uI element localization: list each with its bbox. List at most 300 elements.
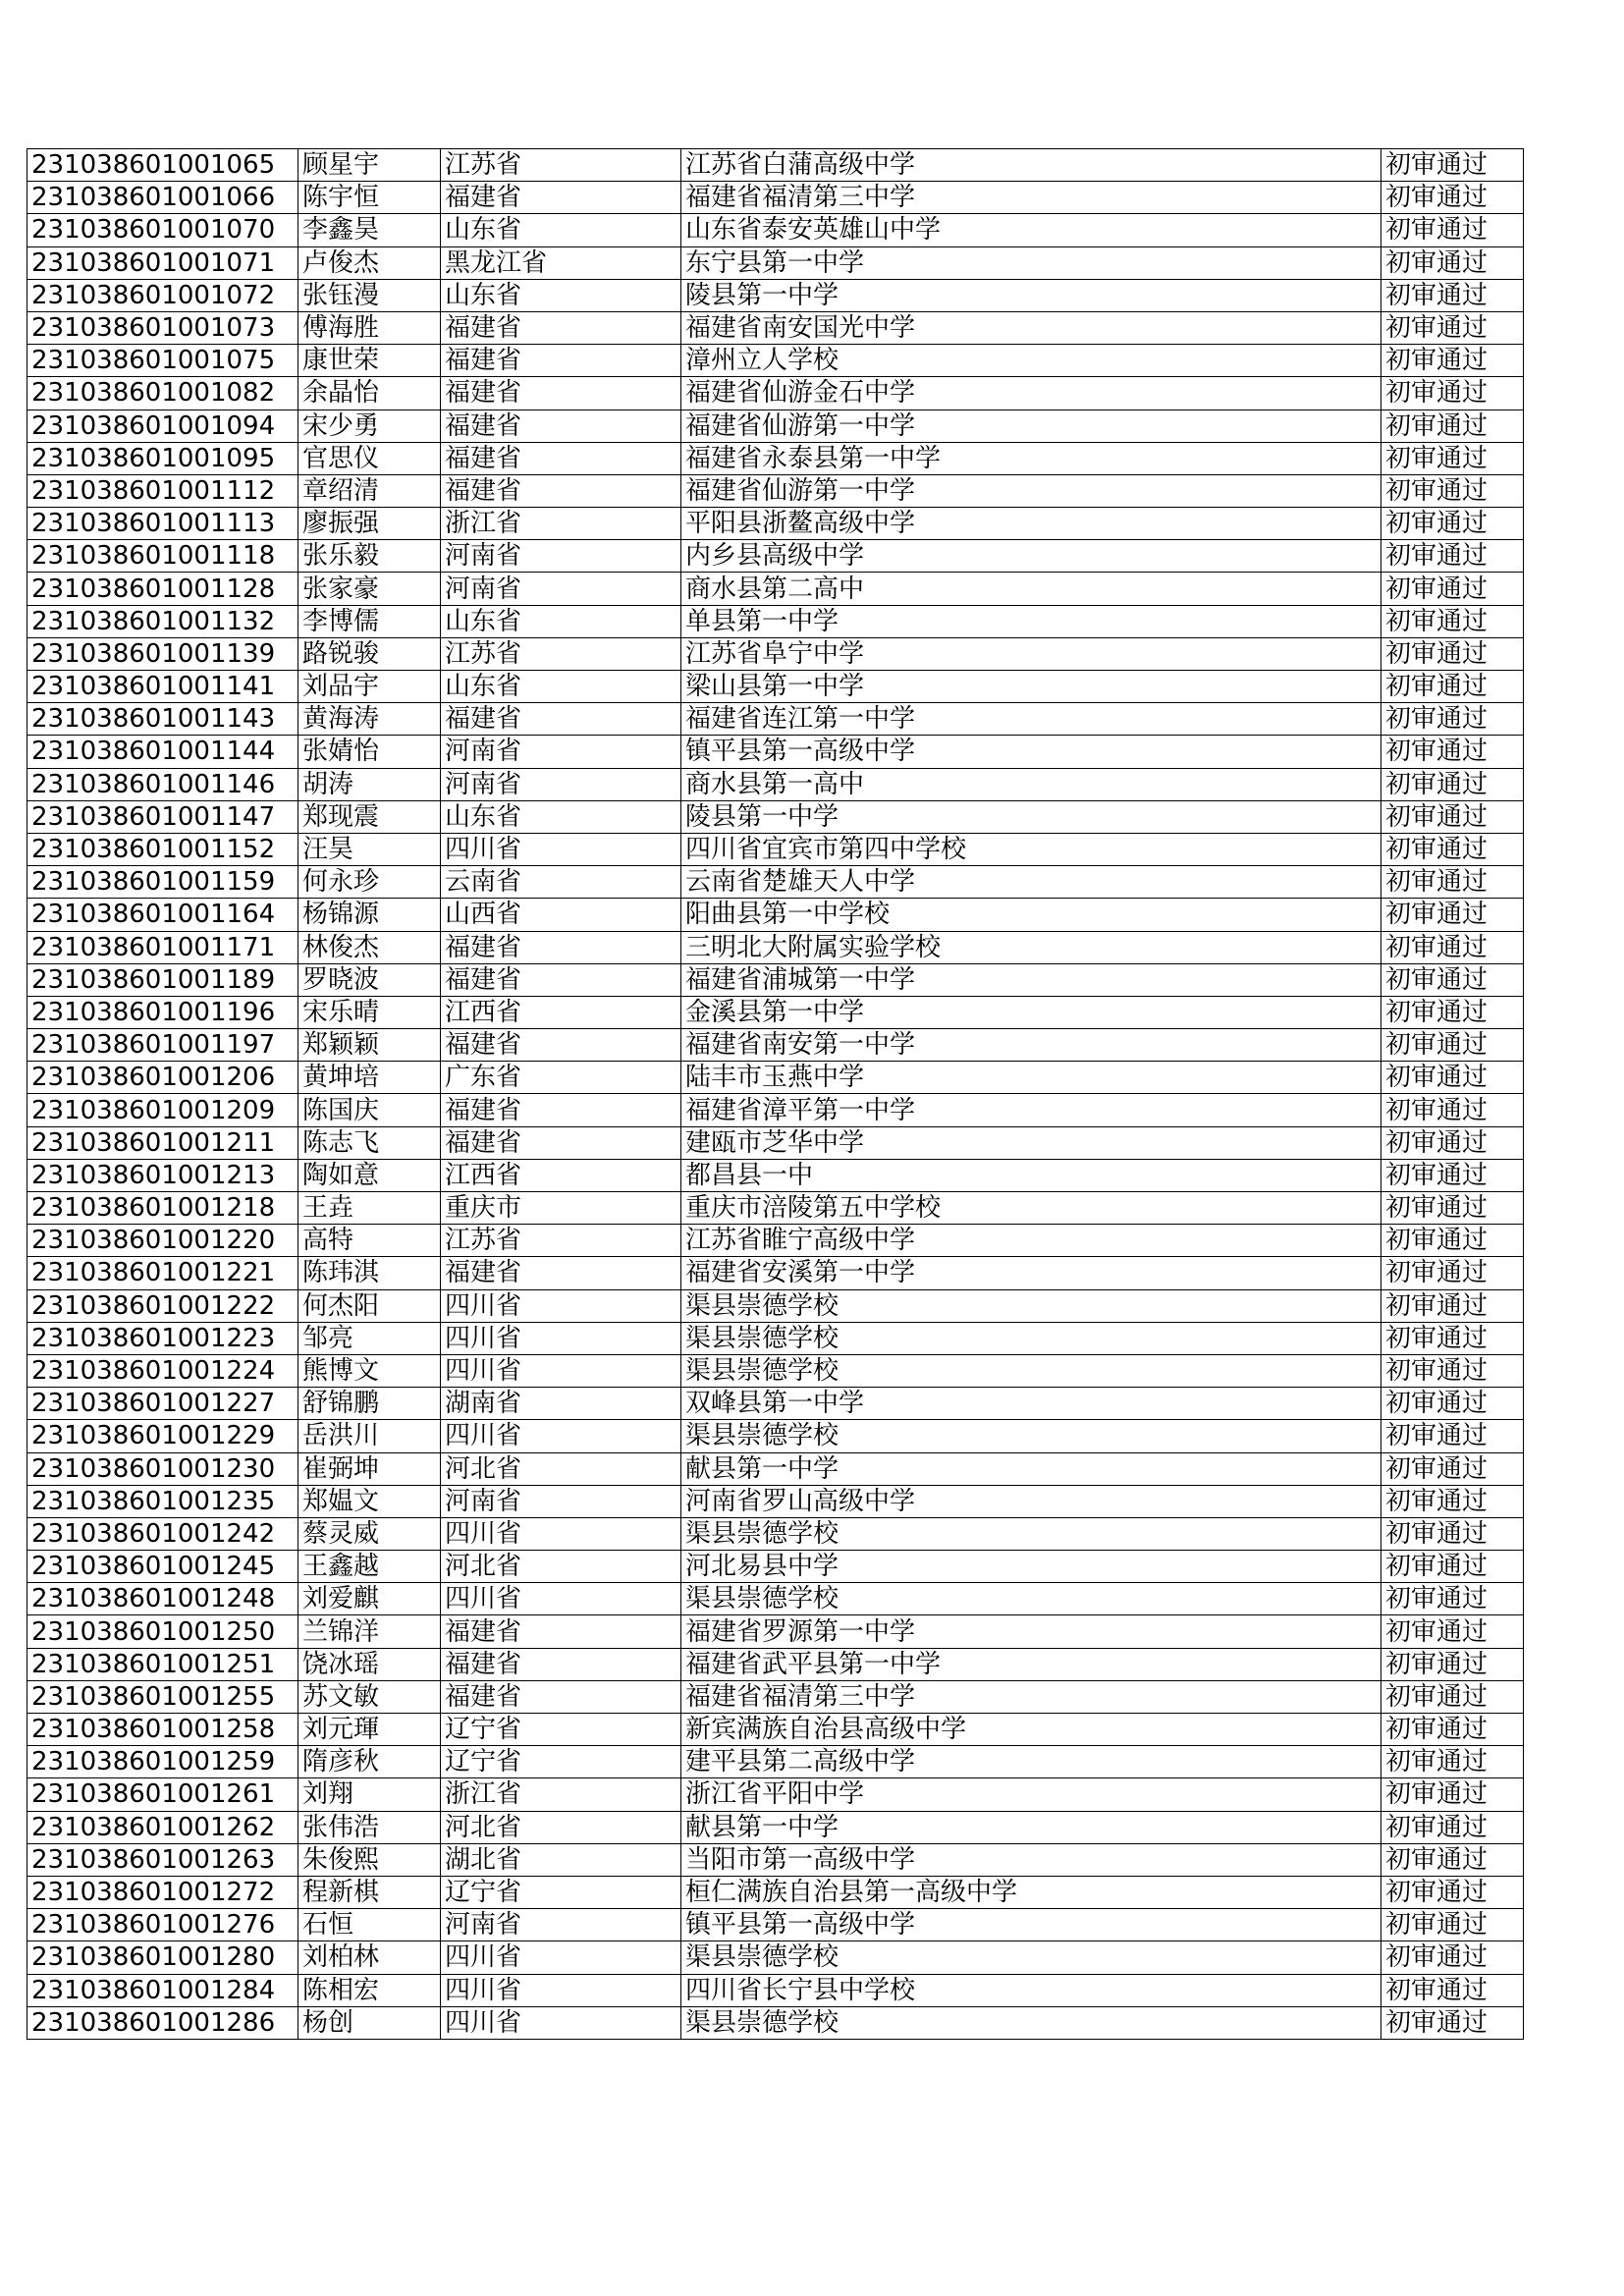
table-row — [27, 1322, 1524, 1354]
candidate-name-cell: 陈国庆 — [298, 1094, 441, 1126]
province-cell: 河南省 — [441, 573, 681, 605]
province-cell: 四川省 — [441, 833, 681, 865]
candidate-name-cell: 岳洪川 — [298, 1420, 441, 1452]
province-cell: 四川省 — [441, 1583, 681, 1615]
candidate-id-cell: 231038601001251 — [27, 1648, 298, 1680]
review-status-cell: 初审通过 — [1381, 246, 1524, 279]
candidate-id-cell: 231038601001227 — [27, 1388, 298, 1420]
school-cell: 内乡县高级中学 — [681, 540, 1381, 573]
province-cell: 河南省 — [441, 1909, 681, 1941]
candidate-id-cell: 231038601001065 — [27, 149, 298, 182]
review-status-cell: 初审通过 — [1381, 1648, 1524, 1680]
province-cell: 辽宁省 — [441, 1746, 681, 1778]
table-row — [27, 1778, 1524, 1811]
table-row — [27, 1192, 1524, 1225]
candidate-id-cell: 231038601001211 — [27, 1126, 298, 1159]
candidate-name-cell: 高特 — [298, 1225, 441, 1257]
review-status-cell: 初审通过 — [1381, 899, 1524, 931]
table-row — [27, 1746, 1524, 1778]
school-cell: 渠县崇德学校 — [681, 1420, 1381, 1452]
review-status-cell: 初审通过 — [1381, 1941, 1524, 1974]
province-cell: 河南省 — [441, 540, 681, 573]
candidate-name-cell: 王鑫越 — [298, 1551, 441, 1583]
review-status-cell: 初审通过 — [1381, 1746, 1524, 1778]
review-status-cell: 初审通过 — [1381, 410, 1524, 442]
school-cell: 漳州立人学校 — [681, 345, 1381, 377]
candidate-id-cell: 231038601001196 — [27, 996, 298, 1028]
candidate-name-cell: 刘翔 — [298, 1778, 441, 1811]
province-cell: 四川省 — [441, 1420, 681, 1452]
candidate-id-cell: 231038601001072 — [27, 279, 298, 311]
candidate-name-cell: 饶冰瑶 — [298, 1648, 441, 1680]
province-cell: 浙江省 — [441, 508, 681, 540]
school-cell: 福建省安溪第一中学 — [681, 1257, 1381, 1289]
table-row — [27, 1909, 1524, 1941]
school-cell: 江苏省阜宁中学 — [681, 637, 1381, 670]
province-cell: 河北省 — [441, 1811, 681, 1843]
candidate-name-cell: 邹亮 — [298, 1322, 441, 1354]
school-cell: 福建省仙游第一中学 — [681, 410, 1381, 442]
table-row — [27, 345, 1524, 377]
school-cell: 江苏省睢宁高级中学 — [681, 1225, 1381, 1257]
candidate-name-cell: 黄坤培 — [298, 1062, 441, 1094]
candidate-id-cell: 231038601001222 — [27, 1289, 298, 1322]
review-status-cell: 初审通过 — [1381, 1192, 1524, 1225]
school-cell: 双峰县第一中学 — [681, 1388, 1381, 1420]
review-status-cell: 初审通过 — [1381, 1029, 1524, 1062]
table-row — [27, 1974, 1524, 2006]
results-table-body — [27, 149, 1524, 2040]
review-status-cell: 初审通过 — [1381, 833, 1524, 865]
candidate-id-cell: 231038601001276 — [27, 1909, 298, 1941]
province-cell: 山东省 — [441, 800, 681, 833]
school-cell: 建平县第二高级中学 — [681, 1746, 1381, 1778]
candidate-id-cell: 231038601001141 — [27, 671, 298, 703]
table-row — [27, 508, 1524, 540]
table-row — [27, 768, 1524, 800]
candidate-id-cell: 231038601001280 — [27, 1941, 298, 1974]
candidate-name-cell: 何杰阳 — [298, 1289, 441, 1322]
school-cell: 福建省仙游金石中学 — [681, 377, 1381, 410]
review-status-cell: 初审通过 — [1381, 182, 1524, 214]
review-status-cell: 初审通过 — [1381, 768, 1524, 800]
table-row — [27, 1420, 1524, 1452]
review-status-cell: 初审通过 — [1381, 1843, 1524, 1876]
province-cell: 福建省 — [441, 377, 681, 410]
candidate-id-cell: 231038601001197 — [27, 1029, 298, 1062]
candidate-id-cell: 231038601001143 — [27, 703, 298, 736]
province-cell: 福建省 — [441, 1680, 681, 1713]
candidate-name-cell: 张家豪 — [298, 573, 441, 605]
review-status-cell: 初审通过 — [1381, 605, 1524, 637]
review-status-cell: 初审通过 — [1381, 1126, 1524, 1159]
table-row — [27, 671, 1524, 703]
review-status-cell: 初审通过 — [1381, 736, 1524, 768]
candidate-id-cell: 231038601001272 — [27, 1876, 298, 1908]
candidate-name-cell: 陈志飞 — [298, 1126, 441, 1159]
table-row — [27, 214, 1524, 246]
candidate-id-cell: 231038601001189 — [27, 963, 298, 996]
province-cell: 山西省 — [441, 899, 681, 931]
review-status-cell: 初审通过 — [1381, 637, 1524, 670]
candidate-id-cell: 231038601001261 — [27, 1778, 298, 1811]
province-cell: 重庆市 — [441, 1192, 681, 1225]
candidate-id-cell: 231038601001159 — [27, 866, 298, 899]
candidate-id-cell: 231038601001286 — [27, 2006, 298, 2039]
table-row — [27, 1941, 1524, 1974]
province-cell: 福建省 — [441, 474, 681, 507]
candidate-name-cell: 何永珍 — [298, 866, 441, 899]
province-cell: 辽宁省 — [441, 1714, 681, 1746]
candidate-id-cell: 231038601001139 — [27, 637, 298, 670]
candidate-name-cell: 朱俊熙 — [298, 1843, 441, 1876]
candidate-id-cell: 231038601001235 — [27, 1485, 298, 1517]
table-row — [27, 1354, 1524, 1387]
candidate-id-cell: 231038601001255 — [27, 1680, 298, 1713]
review-status-cell: 初审通过 — [1381, 1159, 1524, 1191]
school-cell: 商水县第二高中 — [681, 573, 1381, 605]
candidate-name-cell: 胡涛 — [298, 768, 441, 800]
candidate-id-cell: 231038601001113 — [27, 508, 298, 540]
candidate-name-cell: 卢俊杰 — [298, 246, 441, 279]
province-cell: 河南省 — [441, 768, 681, 800]
school-cell: 河北易县中学 — [681, 1551, 1381, 1583]
review-status-cell: 初审通过 — [1381, 345, 1524, 377]
review-status-cell: 初审通过 — [1381, 1876, 1524, 1908]
review-status-cell: 初审通过 — [1381, 1225, 1524, 1257]
candidate-name-cell: 张伟浩 — [298, 1811, 441, 1843]
candidate-id-cell: 231038601001144 — [27, 736, 298, 768]
province-cell: 河北省 — [441, 1551, 681, 1583]
candidate-name-cell: 张乐毅 — [298, 540, 441, 573]
province-cell: 湖北省 — [441, 1843, 681, 1876]
province-cell: 江苏省 — [441, 637, 681, 670]
candidate-id-cell: 231038601001070 — [27, 214, 298, 246]
candidate-id-cell: 231038601001220 — [27, 1225, 298, 1257]
candidate-name-cell: 郑媪文 — [298, 1485, 441, 1517]
table-row — [27, 540, 1524, 573]
province-cell: 江西省 — [441, 1159, 681, 1191]
province-cell: 福建省 — [441, 1094, 681, 1126]
candidate-name-cell: 汪昊 — [298, 833, 441, 865]
candidate-name-cell: 郑颖颖 — [298, 1029, 441, 1062]
table-row — [27, 474, 1524, 507]
province-cell: 福建省 — [441, 410, 681, 442]
province-cell: 四川省 — [441, 1517, 681, 1550]
candidate-name-cell: 熊博文 — [298, 1354, 441, 1387]
candidate-id-cell: 231038601001229 — [27, 1420, 298, 1452]
school-cell: 当阳市第一高级中学 — [681, 1843, 1381, 1876]
school-cell: 平阳县浙鳌高级中学 — [681, 508, 1381, 540]
review-status-cell: 初审通过 — [1381, 149, 1524, 182]
province-cell: 江西省 — [441, 996, 681, 1028]
school-cell: 建瓯市芝华中学 — [681, 1126, 1381, 1159]
candidate-name-cell: 刘元琿 — [298, 1714, 441, 1746]
review-status-cell: 初审通过 — [1381, 671, 1524, 703]
candidate-id-cell: 231038601001245 — [27, 1551, 298, 1583]
candidate-name-cell: 刘爱麒 — [298, 1583, 441, 1615]
province-cell: 江苏省 — [441, 1225, 681, 1257]
table-row — [27, 279, 1524, 311]
candidate-id-cell: 231038601001221 — [27, 1257, 298, 1289]
province-cell: 福建省 — [441, 1615, 681, 1648]
province-cell: 四川省 — [441, 1941, 681, 1974]
school-cell: 福建省仙游第一中学 — [681, 474, 1381, 507]
table-row — [27, 1126, 1524, 1159]
table-row — [27, 1225, 1524, 1257]
review-status-cell: 初审通过 — [1381, 474, 1524, 507]
province-cell: 江苏省 — [441, 149, 681, 182]
table-row — [27, 311, 1524, 344]
school-cell: 四川省宜宾市第四中学校 — [681, 833, 1381, 865]
province-cell: 河南省 — [441, 736, 681, 768]
review-status-cell: 初审通过 — [1381, 377, 1524, 410]
candidate-name-cell: 陈相宏 — [298, 1974, 441, 2006]
school-cell: 三明北大附属实验学校 — [681, 931, 1381, 963]
table-row — [27, 605, 1524, 637]
table-row — [27, 1062, 1524, 1094]
candidate-name-cell: 章绍清 — [298, 474, 441, 507]
school-cell: 福建省南安国光中学 — [681, 311, 1381, 344]
province-cell: 山东省 — [441, 671, 681, 703]
school-cell: 福建省漳平第一中学 — [681, 1094, 1381, 1126]
school-cell: 镇平县第一高级中学 — [681, 736, 1381, 768]
table-row — [27, 442, 1524, 474]
table-row — [27, 1094, 1524, 1126]
school-cell: 单县第一中学 — [681, 605, 1381, 637]
table-row — [27, 1551, 1524, 1583]
candidate-name-cell: 杨锦源 — [298, 899, 441, 931]
candidate-name-cell: 林俊杰 — [298, 931, 441, 963]
candidate-name-cell: 兰锦洋 — [298, 1615, 441, 1648]
candidate-name-cell: 隋彦秋 — [298, 1746, 441, 1778]
candidate-name-cell: 张婧怡 — [298, 736, 441, 768]
school-cell: 渠县崇德学校 — [681, 1354, 1381, 1387]
table-row — [27, 1615, 1524, 1648]
school-cell: 镇平县第一高级中学 — [681, 1909, 1381, 1941]
province-cell: 云南省 — [441, 866, 681, 899]
province-cell: 福建省 — [441, 182, 681, 214]
review-status-cell: 初审通过 — [1381, 311, 1524, 344]
table-row — [27, 1029, 1524, 1062]
candidate-name-cell: 傅海胜 — [298, 311, 441, 344]
candidate-id-cell: 231038601001094 — [27, 410, 298, 442]
table-row — [27, 2006, 1524, 2039]
province-cell: 福建省 — [441, 1126, 681, 1159]
candidate-id-cell: 231038601001242 — [27, 1517, 298, 1550]
school-cell: 福建省浦城第一中学 — [681, 963, 1381, 996]
candidate-name-cell: 杨创 — [298, 2006, 441, 2039]
candidate-id-cell: 231038601001164 — [27, 899, 298, 931]
table-row — [27, 149, 1524, 182]
candidate-name-cell: 康世荣 — [298, 345, 441, 377]
review-status-cell: 初审通过 — [1381, 1485, 1524, 1517]
school-cell: 商水县第一高中 — [681, 768, 1381, 800]
school-cell: 都昌县一中 — [681, 1159, 1381, 1191]
school-cell: 阳曲县第一中学校 — [681, 899, 1381, 931]
candidate-id-cell: 231038601001095 — [27, 442, 298, 474]
review-status-cell: 初审通过 — [1381, 1811, 1524, 1843]
province-cell: 湖南省 — [441, 1388, 681, 1420]
province-cell: 福建省 — [441, 703, 681, 736]
table-row — [27, 833, 1524, 865]
school-cell: 浙江省平阳中学 — [681, 1778, 1381, 1811]
table-row — [27, 1714, 1524, 1746]
school-cell: 福建省武平县第一中学 — [681, 1648, 1381, 1680]
table-row — [27, 1159, 1524, 1191]
school-cell: 福建省南安第一中学 — [681, 1029, 1381, 1062]
table-row — [27, 1843, 1524, 1876]
table-row — [27, 1680, 1524, 1713]
candidate-id-cell: 231038601001066 — [27, 182, 298, 214]
candidate-name-cell: 刘品宇 — [298, 671, 441, 703]
candidate-id-cell: 231038601001218 — [27, 1192, 298, 1225]
province-cell: 福建省 — [441, 442, 681, 474]
table-row — [27, 1648, 1524, 1680]
review-status-cell: 初审通过 — [1381, 1909, 1524, 1941]
table-row — [27, 736, 1524, 768]
candidate-name-cell: 石恒 — [298, 1909, 441, 1941]
province-cell: 四川省 — [441, 2006, 681, 2039]
school-cell: 河南省罗山高级中学 — [681, 1485, 1381, 1517]
candidate-id-cell: 231038601001250 — [27, 1615, 298, 1648]
review-status-cell: 初审通过 — [1381, 1680, 1524, 1713]
candidate-id-cell: 231038601001206 — [27, 1062, 298, 1094]
candidate-id-cell: 231038601001263 — [27, 1843, 298, 1876]
school-cell: 陵县第一中学 — [681, 800, 1381, 833]
table-row — [27, 573, 1524, 605]
candidate-id-cell: 231038601001258 — [27, 1714, 298, 1746]
results-table — [27, 148, 1524, 2040]
review-status-cell: 初审通过 — [1381, 540, 1524, 573]
province-cell: 黑龙江省 — [441, 246, 681, 279]
review-status-cell: 初审通过 — [1381, 1778, 1524, 1811]
review-status-cell: 初审通过 — [1381, 866, 1524, 899]
candidate-id-cell: 231038601001112 — [27, 474, 298, 507]
candidate-id-cell: 231038601001128 — [27, 573, 298, 605]
candidate-id-cell: 231038601001262 — [27, 1811, 298, 1843]
candidate-name-cell: 郑现震 — [298, 800, 441, 833]
candidate-id-cell: 231038601001075 — [27, 345, 298, 377]
review-status-cell: 初审通过 — [1381, 1714, 1524, 1746]
school-cell: 渠县崇德学校 — [681, 2006, 1381, 2039]
review-status-cell: 初审通过 — [1381, 1289, 1524, 1322]
table-row — [27, 637, 1524, 670]
candidate-id-cell: 231038601001248 — [27, 1583, 298, 1615]
candidate-name-cell: 黄海涛 — [298, 703, 441, 736]
review-status-cell: 初审通过 — [1381, 442, 1524, 474]
province-cell: 山东省 — [441, 214, 681, 246]
review-status-cell: 初审通过 — [1381, 573, 1524, 605]
province-cell: 四川省 — [441, 1354, 681, 1387]
school-cell: 金溪县第一中学 — [681, 996, 1381, 1028]
candidate-id-cell: 231038601001171 — [27, 931, 298, 963]
province-cell: 浙江省 — [441, 1778, 681, 1811]
table-row — [27, 1388, 1524, 1420]
school-cell: 四川省长宁县中学校 — [681, 1974, 1381, 2006]
candidate-id-cell: 231038601001223 — [27, 1322, 298, 1354]
review-status-cell: 初审通过 — [1381, 2006, 1524, 2039]
province-cell: 福建省 — [441, 311, 681, 344]
province-cell: 福建省 — [441, 1257, 681, 1289]
review-status-cell: 初审通过 — [1381, 996, 1524, 1028]
school-cell: 福建省福清第三中学 — [681, 182, 1381, 214]
review-status-cell: 初审通过 — [1381, 214, 1524, 246]
table-row — [27, 931, 1524, 963]
review-status-cell: 初审通过 — [1381, 703, 1524, 736]
candidate-id-cell: 231038601001147 — [27, 800, 298, 833]
candidate-id-cell: 231038601001146 — [27, 768, 298, 800]
table-row — [27, 1452, 1524, 1485]
candidate-name-cell: 罗晓波 — [298, 963, 441, 996]
candidate-name-cell: 刘柏林 — [298, 1941, 441, 1974]
candidate-name-cell: 陈玮淇 — [298, 1257, 441, 1289]
review-status-cell: 初审通过 — [1381, 1583, 1524, 1615]
table-row — [27, 246, 1524, 279]
table-row — [27, 963, 1524, 996]
candidate-id-cell: 231038601001213 — [27, 1159, 298, 1191]
table-row — [27, 1517, 1524, 1550]
review-status-cell: 初审通过 — [1381, 1420, 1524, 1452]
school-cell: 渠县崇德学校 — [681, 1322, 1381, 1354]
candidate-name-cell: 舒锦鹏 — [298, 1388, 441, 1420]
candidate-id-cell: 231038601001230 — [27, 1452, 298, 1485]
school-cell: 江苏省白蒲高级中学 — [681, 149, 1381, 182]
school-cell: 重庆市涪陵第五中学校 — [681, 1192, 1381, 1225]
school-cell: 陆丰市玉燕中学 — [681, 1062, 1381, 1094]
candidate-name-cell: 官思仪 — [298, 442, 441, 474]
school-cell: 梁山县第一中学 — [681, 671, 1381, 703]
province-cell: 福建省 — [441, 1648, 681, 1680]
table-row — [27, 800, 1524, 833]
table-row — [27, 410, 1524, 442]
province-cell: 四川省 — [441, 1974, 681, 2006]
table-row — [27, 703, 1524, 736]
table-row — [27, 1876, 1524, 1908]
review-status-cell: 初审通过 — [1381, 1322, 1524, 1354]
review-status-cell: 初审通过 — [1381, 1974, 1524, 2006]
table-row — [27, 866, 1524, 899]
school-cell: 新宾满族自治县高级中学 — [681, 1714, 1381, 1746]
candidate-id-cell: 231038601001082 — [27, 377, 298, 410]
candidate-name-cell: 蔡灵威 — [298, 1517, 441, 1550]
candidate-name-cell: 李博儒 — [298, 605, 441, 637]
province-cell: 山东省 — [441, 279, 681, 311]
province-cell: 福建省 — [441, 931, 681, 963]
review-status-cell: 初审通过 — [1381, 279, 1524, 311]
review-status-cell: 初审通过 — [1381, 1354, 1524, 1387]
candidate-name-cell: 张钰漫 — [298, 279, 441, 311]
candidate-id-cell: 231038601001071 — [27, 246, 298, 279]
review-status-cell: 初审通过 — [1381, 800, 1524, 833]
province-cell: 辽宁省 — [441, 1876, 681, 1908]
school-cell: 渠县崇德学校 — [681, 1941, 1381, 1974]
candidate-name-cell: 陶如意 — [298, 1159, 441, 1191]
school-cell: 渠县崇德学校 — [681, 1517, 1381, 1550]
candidate-name-cell: 崔弼坤 — [298, 1452, 441, 1485]
review-status-cell: 初审通过 — [1381, 508, 1524, 540]
candidate-name-cell: 宋少勇 — [298, 410, 441, 442]
table-row — [27, 1485, 1524, 1517]
candidate-name-cell: 余晶怡 — [298, 377, 441, 410]
province-cell: 四川省 — [441, 1289, 681, 1322]
school-cell: 福建省福清第三中学 — [681, 1680, 1381, 1713]
table-row — [27, 1583, 1524, 1615]
school-cell: 福建省连江第一中学 — [681, 703, 1381, 736]
candidate-name-cell: 陈宇恒 — [298, 182, 441, 214]
candidate-name-cell: 苏文敏 — [298, 1680, 441, 1713]
candidate-name-cell: 宋乐晴 — [298, 996, 441, 1028]
